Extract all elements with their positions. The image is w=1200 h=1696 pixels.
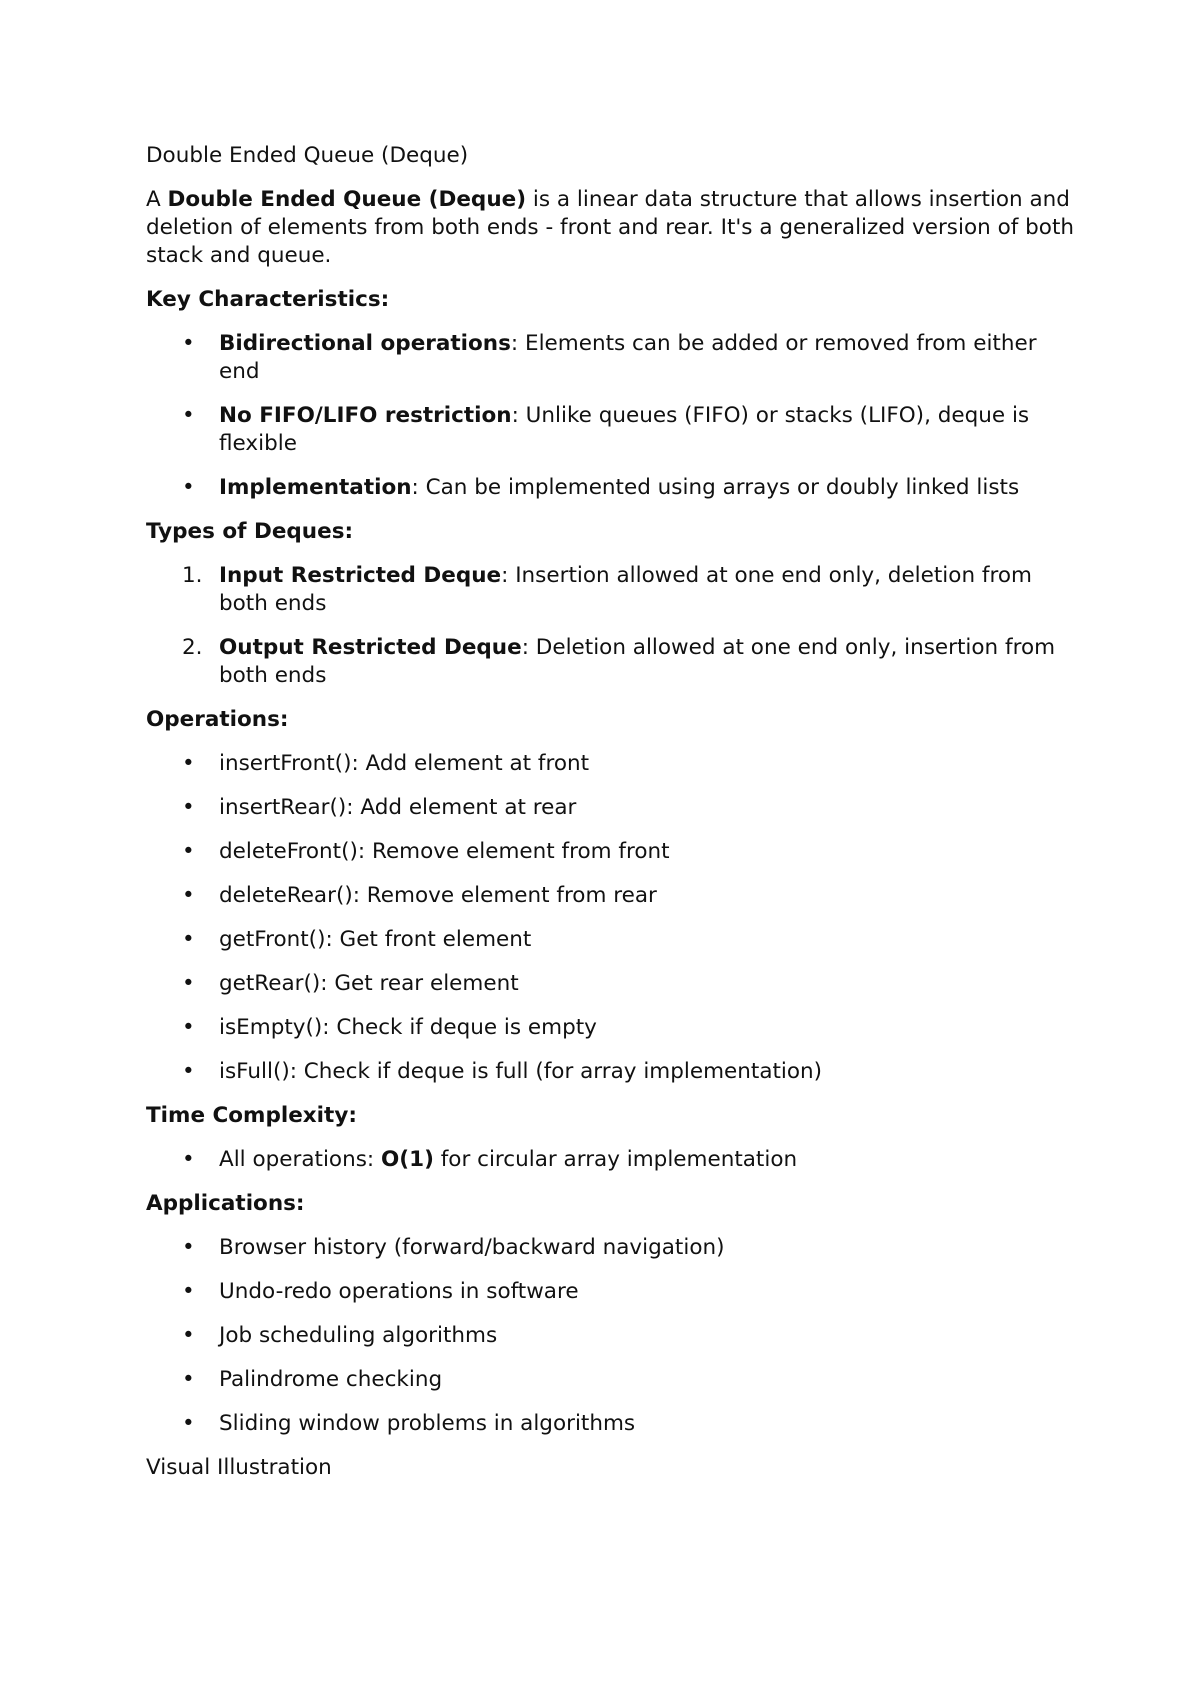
applications-heading: [146, 1190, 1076, 1218]
list-item: [146, 838, 1076, 866]
document-page: [146, 142, 1076, 1482]
bullet-icon: •: [182, 1367, 195, 1392]
list-item: [146, 1322, 1076, 1350]
list-number: 1.: [182, 563, 203, 588]
list-item: [146, 330, 1076, 386]
time-complexity-list: [146, 1146, 1076, 1174]
item-bold: Implementation: [219, 475, 412, 500]
intro-bold-term: Double Ended Queue (Deque): [167, 187, 527, 212]
list-item: [146, 1410, 1076, 1438]
item-text: : Can be implemented using arrays or doubly linked lists: [411, 475, 1020, 500]
list-number: 2.: [182, 635, 203, 660]
item-bold: Input Restricted Deque: [219, 563, 502, 588]
item-prefix: All operations:: [219, 1147, 381, 1172]
bullet-icon: •: [182, 883, 195, 908]
list-item: [146, 1014, 1076, 1042]
operations-heading-text: Operations:: [146, 707, 289, 732]
bullet-icon: •: [182, 927, 195, 952]
bullet-icon: •: [182, 795, 195, 820]
bullet-icon: •: [182, 1235, 195, 1260]
applications-heading-text: Applications:: [146, 1191, 305, 1216]
bullet-icon: •: [182, 403, 195, 428]
intro-paragraph: [146, 186, 1076, 270]
bullet-icon: •: [182, 475, 195, 500]
bullet-icon: •: [182, 1147, 195, 1172]
time-complexity-heading-text: Time Complexity:: [146, 1103, 357, 1128]
bullet-icon: •: [182, 1323, 195, 1348]
item-text: : Insertion allowed at one end only, deletion from both ends: [219, 563, 1032, 616]
list-item: [146, 474, 1076, 502]
key-characteristics-heading-text: Key Characteristics:: [146, 287, 390, 312]
list-item: [146, 882, 1076, 910]
item-text: deleteFront(): Remove element from front: [219, 839, 670, 864]
document-title: Double Ended Queue (Deque): [146, 143, 469, 168]
bullet-icon: •: [182, 1059, 195, 1084]
applications-list: [146, 1234, 1076, 1438]
item-bold: Bidirectional operations: [219, 331, 511, 356]
item-text: Job scheduling algorithms: [219, 1323, 498, 1348]
types-heading: [146, 518, 1076, 546]
intro-rest: is a linear data structure that allows insertion and deletion of elements from both ends - front and rear. It's a generalized version of both stack and queue.: [146, 187, 1075, 268]
bullet-icon: •: [182, 971, 195, 996]
item-text: Browser history (forward/backward navigation): [219, 1235, 725, 1260]
list-item: [146, 562, 1076, 618]
intro-prefix: A: [146, 187, 168, 212]
bullet-icon: •: [182, 331, 195, 356]
bullet-icon: •: [182, 1015, 195, 1040]
list-item: [146, 1058, 1076, 1086]
item-text: insertRear(): Add element at rear: [219, 795, 577, 820]
item-text: getRear(): Get rear element: [219, 971, 519, 996]
bullet-icon: •: [182, 1279, 195, 1304]
item-text: Palindrome checking: [219, 1367, 443, 1392]
item-text: isEmpty(): Check if deque is empty: [219, 1015, 597, 1040]
types-list: [146, 562, 1076, 690]
types-heading-text: Types of Deques:: [146, 519, 354, 544]
time-complexity-heading: [146, 1102, 1076, 1130]
bullet-icon: •: [182, 1411, 195, 1436]
item-text: getFront(): Get front element: [219, 927, 532, 952]
list-item: [146, 926, 1076, 954]
item-text: : Elements can be added or removed from either end: [219, 331, 1037, 384]
item-bold: O(1): [381, 1147, 434, 1172]
list-item: [146, 1278, 1076, 1306]
operations-list: [146, 750, 1076, 1086]
item-text: : Deletion allowed at one end only, insertion from both ends: [219, 635, 1056, 688]
item-text: : Unlike queues (FIFO) or stacks (LIFO), deque is flexible: [219, 403, 1030, 456]
list-item: [146, 794, 1076, 822]
item-text: isFull(): Check if deque is full (for array implementation): [219, 1059, 823, 1084]
bullet-icon: •: [182, 751, 195, 776]
list-item: [146, 1234, 1076, 1262]
item-text: insertFront(): Add element at front: [219, 751, 590, 776]
item-text: Undo-redo operations in software: [219, 1279, 579, 1304]
list-item: [146, 634, 1076, 690]
list-item: [146, 1146, 1076, 1174]
key-characteristics-heading: [146, 286, 1076, 314]
item-bold: No FIFO/LIFO restriction: [219, 403, 512, 428]
item-text: deleteRear(): Remove element from rear: [219, 883, 657, 908]
visual-illustration-label: Visual Illustration: [146, 1455, 332, 1480]
key-characteristics-list: [146, 330, 1076, 502]
bullet-icon: •: [182, 839, 195, 864]
item-text: Sliding window problems in algorithms: [219, 1411, 636, 1436]
item-suffix: for circular array implementation: [433, 1147, 798, 1172]
item-bold: Output Restricted Deque: [219, 635, 522, 660]
list-item: [146, 970, 1076, 998]
list-item: [146, 402, 1076, 458]
list-item: [146, 1366, 1076, 1394]
list-item: [146, 750, 1076, 778]
operations-heading: [146, 706, 1076, 734]
